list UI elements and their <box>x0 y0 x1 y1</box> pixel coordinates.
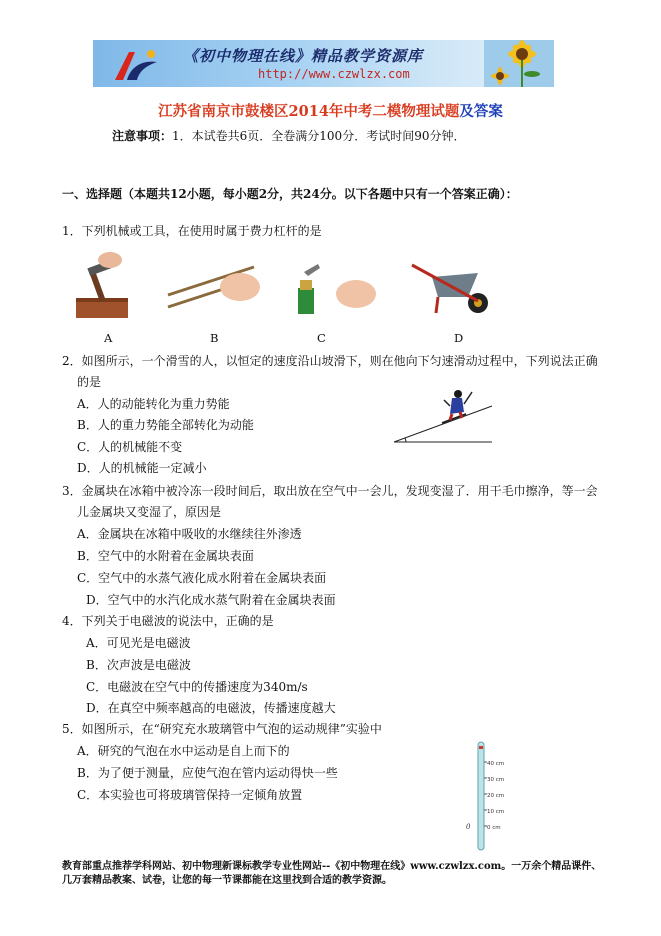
q3-stem-line1: 3．金属块在冰箱中被冷冻一段时间后，取出放在空气中一会儿，发现变湿了．用干毛巾擦净，等一会 <box>62 484 598 498</box>
site-logo <box>107 44 167 84</box>
footer-line2: 几万套精品教案、试卷，让您的每一节课都能在这里找到合适的教学资源。 <box>62 875 392 886</box>
q4-option-a: A．可见光是电磁波 <box>86 636 191 650</box>
notice-label: 注意事项： <box>112 129 173 143</box>
q1-label-d: D <box>454 331 464 345</box>
footer-line1: 教育部重点推荐学科网站、初中物理新课标教学专业性网站--《初中物理在线》www.czwlzx.com。一万余个精品课件、 <box>62 861 602 872</box>
notice <box>112 128 465 144</box>
q2-option-c: C．人的机械能不变 <box>77 440 183 454</box>
notice-text: 1．本试卷共6页．全卷满分100分．考试时间90分钟． <box>172 129 466 143</box>
q2-option-a: A．人的动能转化为重力势能 <box>77 397 230 411</box>
q5-option-b: B．为了便于测量，应使气泡在管内运动得快一些 <box>77 766 338 780</box>
sunflower-image <box>484 40 554 87</box>
q2-stem-line2: 的是 <box>77 375 102 389</box>
glass-tube-diagram <box>462 740 512 852</box>
section-title: 一、选择题（本题共12小题，每小题2分，共24分。以下各题中只有一个答案正确）： <box>62 187 518 201</box>
tube-tick-10: 10 cm <box>487 809 505 815</box>
q4-option-b: B．次声波是电磁波 <box>86 658 191 672</box>
q4-option-c: C．电磁波在空气中的传播速度为340m/s <box>86 680 308 694</box>
tube-zero-label: 0 <box>466 823 471 831</box>
q4-stem: 4．下列关于电磁波的说法中，正确的是 <box>62 614 274 628</box>
q2-stem-line1: 2．如图所示，一个滑雪的人，以恒定的速度沿山坡滑下，则在他向下匀速滑动过程中，下列说法正确 <box>62 354 598 368</box>
q3-option-b: B．空气中的水附着在金属块表面 <box>77 549 254 563</box>
chopsticks-image <box>164 255 264 315</box>
tube-tick-0: 0 cm <box>487 825 501 831</box>
page-footer <box>62 860 602 888</box>
banner-url[interactable]: http://www.czwlzx.com <box>258 67 410 81</box>
q3-option-a: A．金属块在冰箱中吸收的水继续往外渗透 <box>77 527 302 541</box>
wheelbarrow-image <box>408 255 498 320</box>
q1-stem: 1．下列机械或工具，在使用时属于费力杠杆的是 <box>62 224 322 238</box>
tube-tick-20: 20 cm <box>487 793 505 799</box>
q2-option-b: B．人的重力势能全部转化为动能 <box>77 418 254 432</box>
banner-title: 《初中物理在线》精品教学资源库 <box>183 47 424 65</box>
header-banner <box>93 40 554 87</box>
q5-option-c: C．本实验也可将玻璃管保持一定倾角放置 <box>77 788 303 802</box>
title-main: 江苏省南京市鼓楼区2014年中考二模物理试题 <box>158 103 460 120</box>
hammer-image <box>74 250 130 320</box>
q5-option-a: A．研究的气泡在水中运动是自上而下的 <box>77 744 290 758</box>
skier-slope-diagram <box>392 382 496 446</box>
tube-tick-40: 40 cm <box>487 761 505 767</box>
q2-option-d: D．人的机械能一定减小 <box>77 461 207 475</box>
q3-option-c: C．空气中的水蒸气液化成水附着在金属块表面 <box>77 571 327 585</box>
q3-stem-line2: 儿金属块又变湿了，原因是 <box>77 505 222 519</box>
page-title <box>0 100 661 121</box>
q1-label-c: C <box>317 331 326 345</box>
q1-label-a: A <box>104 331 113 345</box>
bottle-opener-image <box>290 260 380 315</box>
tube-tick-30: 30 cm <box>487 777 505 783</box>
title-tail: 及答案 <box>459 103 503 120</box>
q3-option-d: D．空气中的水汽化成水蒸气附着在金属块表面 <box>86 593 336 607</box>
q4-option-d: D．在真空中频率越高的电磁波，传播速度越大 <box>86 701 336 715</box>
q5-stem: 5．如图所示，在“研究充水玻璃管中气泡的运动规律”实验中 <box>62 722 382 736</box>
q1-label-b: B <box>210 331 219 345</box>
